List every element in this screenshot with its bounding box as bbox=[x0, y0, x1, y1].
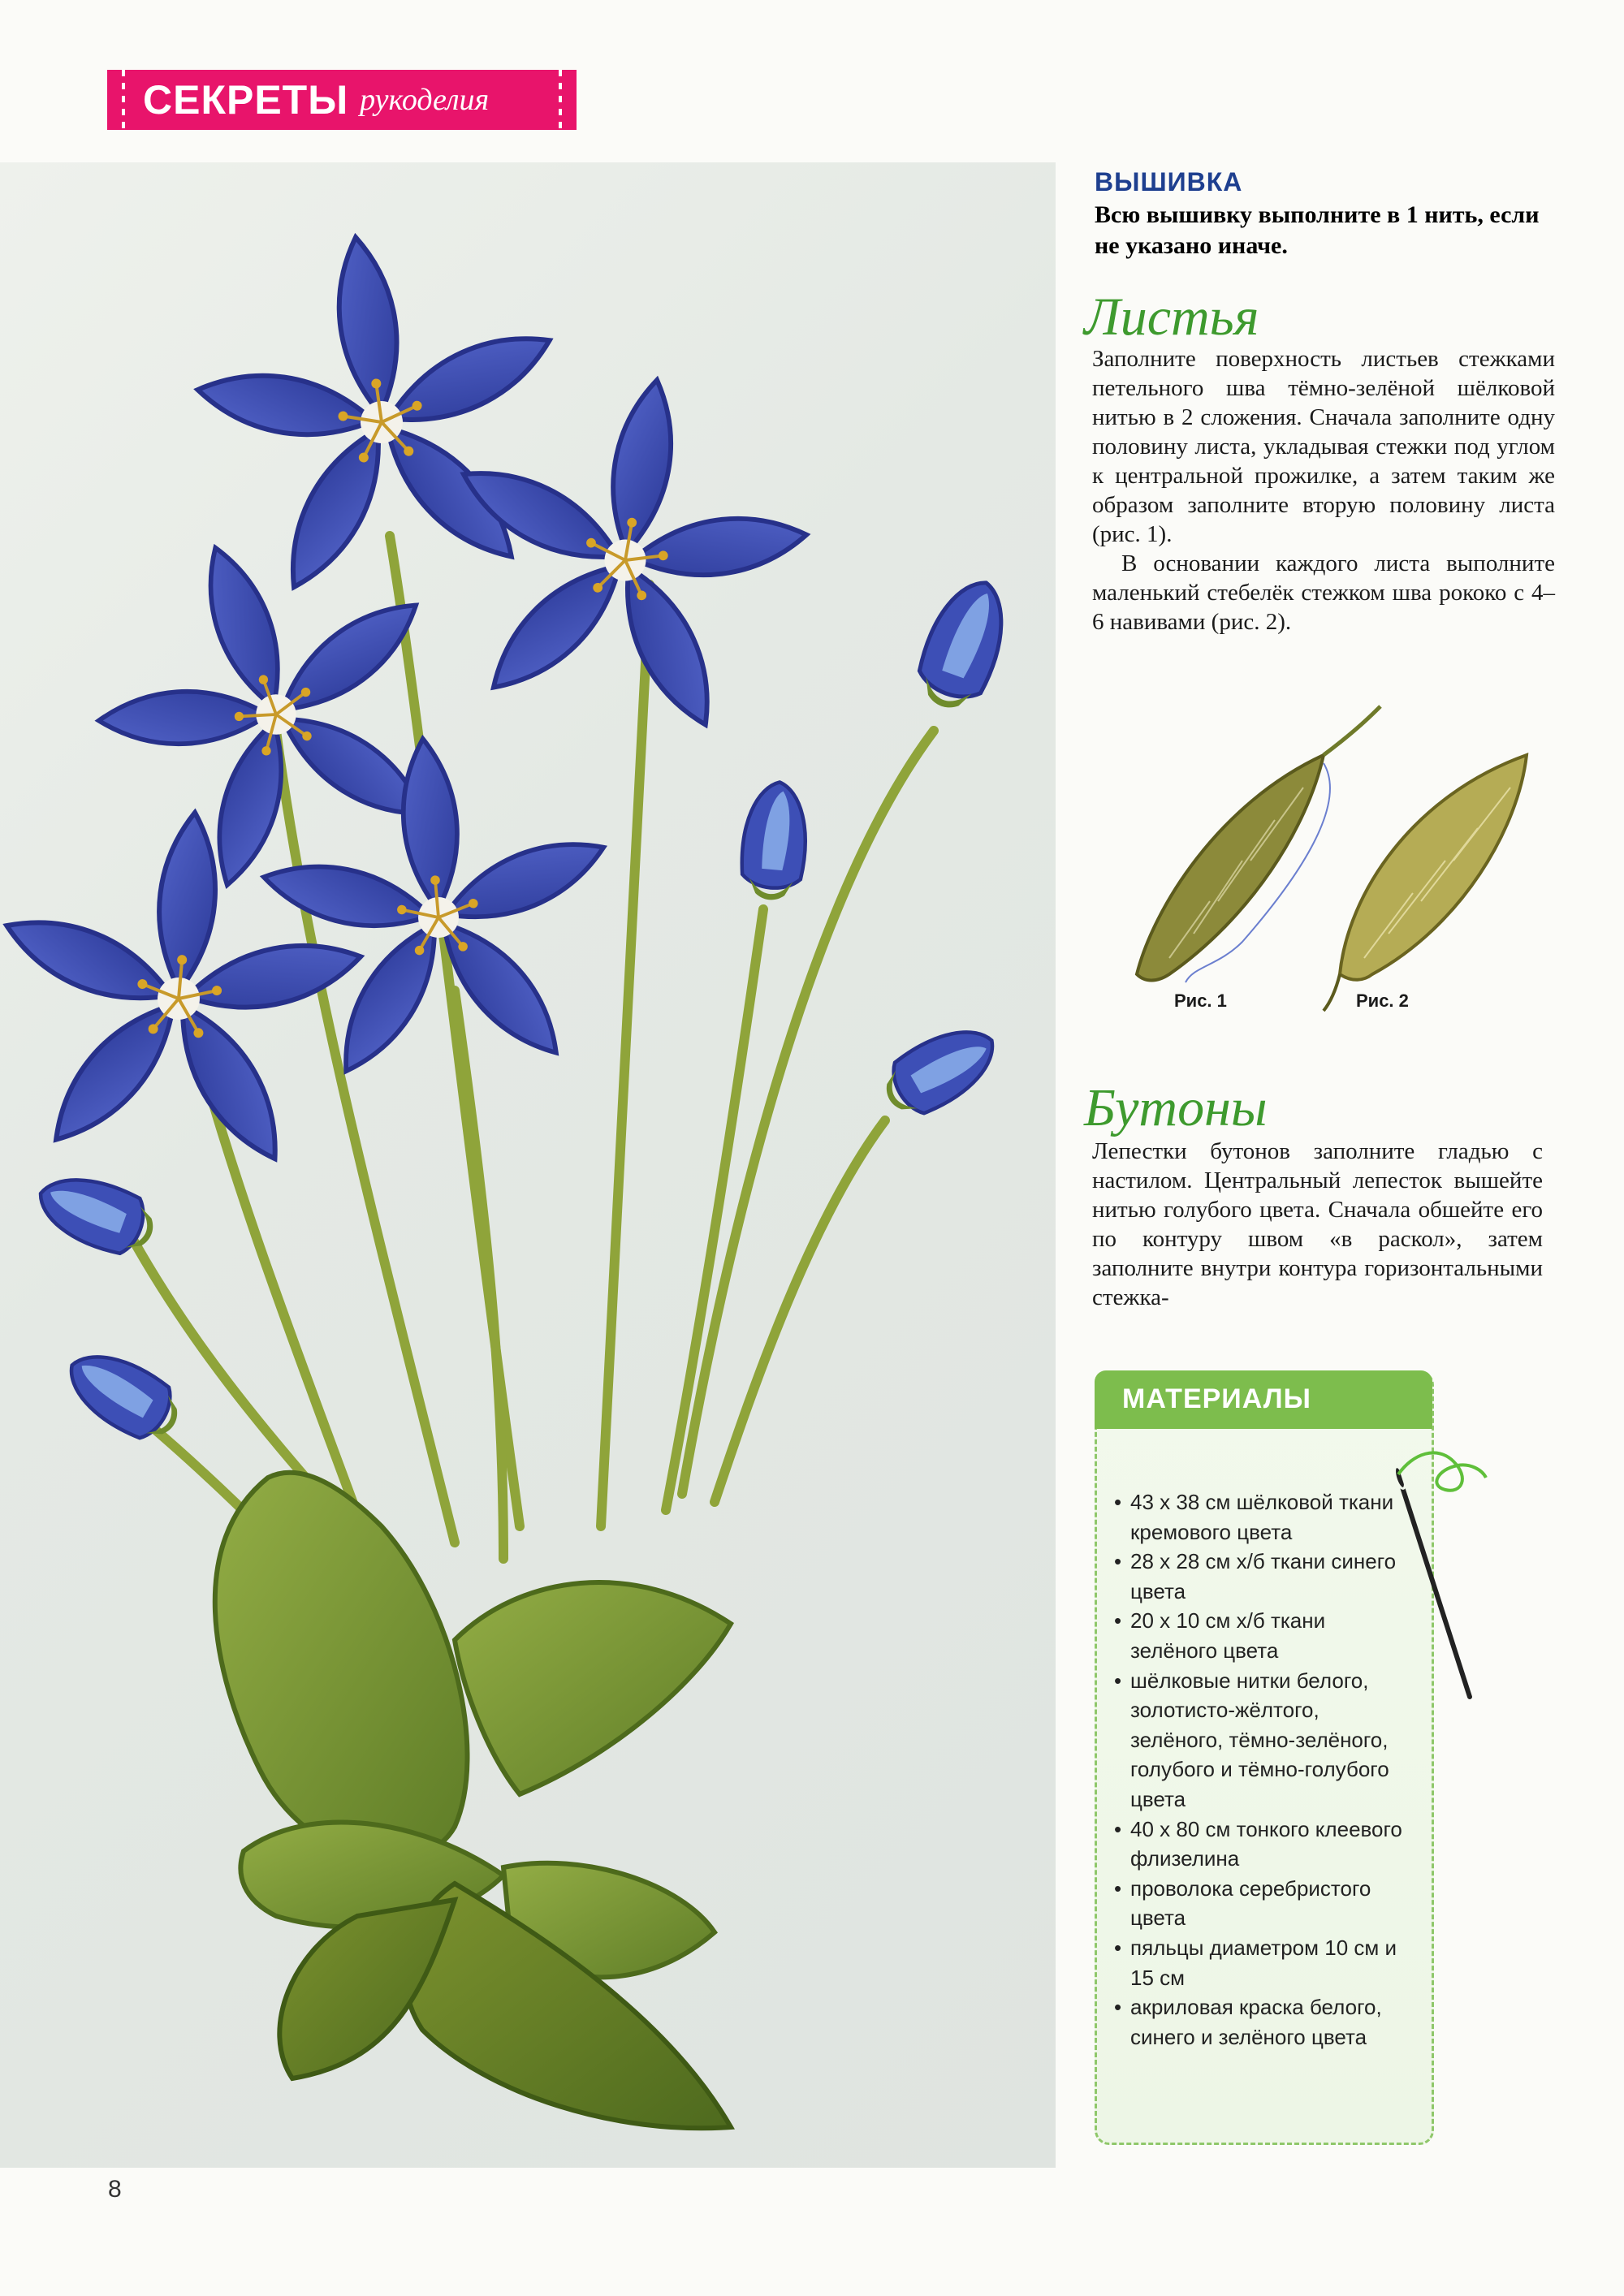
leaves-heading: Листья bbox=[1084, 287, 1259, 347]
embroidery-illustration bbox=[0, 162, 1056, 2168]
materials-item: • 43 х 38 см шёлковой ткани кремового цвета bbox=[1114, 1487, 1406, 1547]
materials-item: • проволока серебристого цвета bbox=[1114, 1874, 1406, 1933]
figure-1-caption: Рис. 1 bbox=[1174, 990, 1227, 1011]
brand-subtitle: рукоделия bbox=[360, 83, 490, 117]
banner-dashed-border-right bbox=[559, 70, 562, 130]
materials-item: • пяльцы диаметром 10 см и 15 см bbox=[1114, 1933, 1406, 1992]
materials-item: • 28 х 28 см х/б ткани синего цвета bbox=[1114, 1547, 1406, 1606]
brand-title: СЕКРЕТЫ bbox=[143, 77, 349, 123]
buds-heading: Бутоны bbox=[1084, 1078, 1268, 1137]
leaves-text bbox=[1092, 344, 1555, 637]
materials-item: • шёлковые нитки белого, золотисто-жёлтого, зелёного, тёмно-зелёного, голубого и тёмно-голубого цвета bbox=[1114, 1666, 1406, 1815]
materials-item: • 20 х 10 см х/б ткани зелёного цвета bbox=[1114, 1606, 1406, 1665]
materials-item: • акриловая краска белого, синего и зелёного цвета bbox=[1114, 1992, 1406, 2052]
leaves-paragraph-1: Заполните поверхность листьев стежками петельного шва тёмно-зелёной шёлковой нитью в 2 сложения. Сначала заполните одну половину листа, укладывая стежки под углом к центральной прожилке, а затем таким же образом заполните вторую половину листа (рис. 1). bbox=[1092, 346, 1555, 547]
figure-2-caption: Рис. 2 bbox=[1356, 990, 1409, 1011]
materials-list bbox=[1114, 1487, 1406, 2052]
stitch-figures bbox=[1121, 698, 1559, 1023]
section-banner bbox=[107, 70, 577, 130]
section-label: ВЫШИВКА bbox=[1095, 167, 1243, 196]
page-number: 8 bbox=[108, 2176, 122, 2203]
leaf-stitch-diagram bbox=[1121, 698, 1559, 1023]
embroidery-photo bbox=[0, 162, 1056, 2168]
leaves-paragraph-2: В основании каждого листа выполните маленький стебелёк стежком шва рококо с 4–6 навивами (рис. 2). bbox=[1092, 550, 1555, 635]
materials-title: МАТЕРИАЛЫ bbox=[1122, 1383, 1311, 1414]
materials-item: • 40 х 80 см тонкого клеевого флизелина bbox=[1114, 1815, 1406, 1874]
banner-dashed-border-left bbox=[122, 70, 125, 130]
buds-text bbox=[1092, 1137, 1543, 1312]
buds-paragraph-1: Лепестки бутонов заполните гладью с настилом. Центральный лепесток вышейте нитью голубого цвета. Сначала обшейте его по контуру швом «в раскол», затем заполните внутри контура горизонтальными стежка- bbox=[1092, 1138, 1543, 1310]
intro-text: Всю вышивку выполните в 1 нить, если не указано иначе. bbox=[1095, 201, 1540, 259]
